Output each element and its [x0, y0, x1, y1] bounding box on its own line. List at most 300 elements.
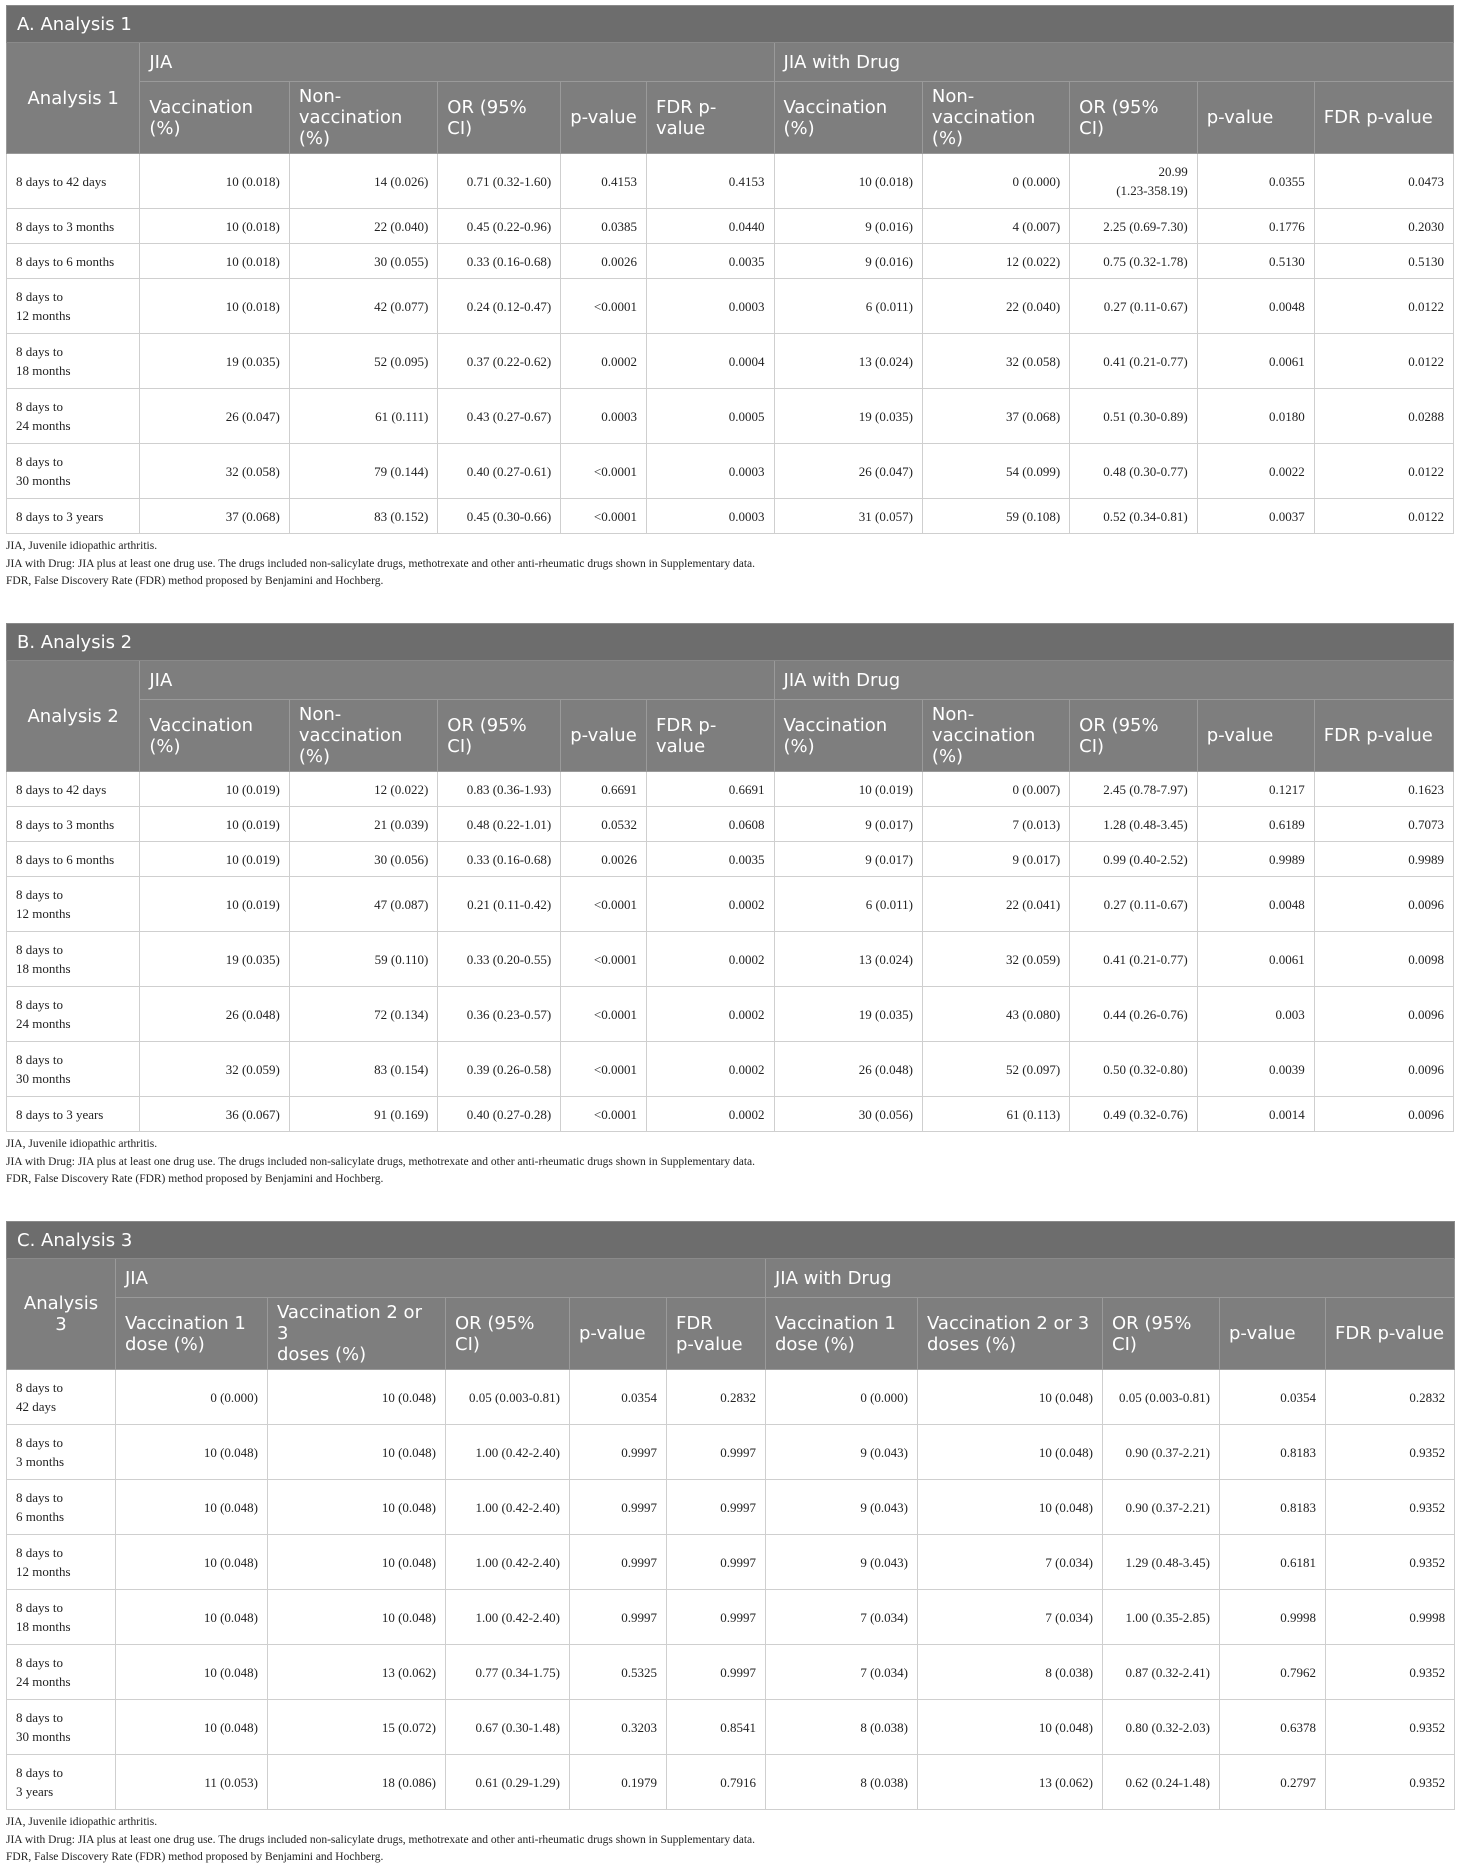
table-cell: 0.3203 — [570, 1700, 667, 1755]
table-cell: 0.0014 — [1197, 1097, 1314, 1132]
table-cell: 7 (0.034) — [918, 1590, 1103, 1645]
table-cell: 10 (0.019) — [774, 772, 922, 807]
table-row — [7, 244, 1454, 279]
table-cell: 0.0354 — [570, 1370, 667, 1425]
table-row — [7, 772, 1454, 807]
table-row — [7, 1590, 1455, 1645]
table-cell: 4 (0.007) — [922, 209, 1069, 244]
table-cell: 0.05 (0.003-0.81) — [446, 1370, 570, 1425]
table-cell: 13 (0.062) — [918, 1755, 1103, 1810]
column-header: OR (95% CI) — [1070, 700, 1198, 772]
table-cell: 0.36 (0.23-0.57) — [438, 987, 561, 1042]
table-row — [7, 389, 1454, 444]
table-cell: 0.0288 — [1314, 389, 1453, 444]
table-cell: 0.9352 — [1326, 1755, 1455, 1810]
column-header: OR (95% CI) — [1070, 82, 1198, 154]
table-cell: 14 (0.026) — [289, 154, 437, 209]
table-body — [7, 772, 1454, 1132]
table-cell: 0.62 (0.24-1.48) — [1103, 1755, 1220, 1810]
table-cell: 59 (0.110) — [289, 932, 437, 987]
table-row — [7, 1755, 1455, 1810]
table-cell: 0.7073 — [1314, 807, 1453, 842]
table-cell: 0.43 (0.27-0.67) — [438, 389, 561, 444]
table-row — [7, 444, 1454, 499]
table-cell: 0.0180 — [1197, 389, 1314, 444]
note-jia: JIA, Juvenile idiopathic arthritis. — [6, 1138, 158, 1150]
table-cell: 0.48 (0.30-0.77) — [1070, 444, 1198, 499]
table-row — [7, 807, 1454, 842]
column-header: Vaccination (%) — [774, 82, 922, 154]
table-cell: 19 (0.035) — [774, 987, 922, 1042]
table-cell: 0.0002 — [646, 1097, 774, 1132]
table-row — [7, 1370, 1455, 1425]
table-cell: 13 (0.024) — [774, 932, 922, 987]
row-label: 8 days to 18 months — [7, 334, 140, 389]
table-cell: 0.39 (0.26-0.58) — [438, 1042, 561, 1097]
table-cell: 13 (0.024) — [774, 334, 922, 389]
table-cell: 0.0096 — [1314, 1097, 1453, 1132]
row-label: 8 days to 3 months — [7, 209, 140, 244]
table-cell: 32 (0.058) — [140, 444, 290, 499]
column-header: FDR p-value — [1314, 700, 1453, 772]
table-cell: 8 (0.038) — [918, 1645, 1103, 1700]
table-cell: 32 (0.058) — [922, 334, 1069, 389]
table-cell: 10 (0.019) — [140, 877, 290, 932]
row-label: 8 days to 3 years — [7, 499, 140, 534]
table-cell: 0.003 — [1197, 987, 1314, 1042]
table-cell: <0.0001 — [561, 877, 647, 932]
table-cell: 0.6181 — [1220, 1535, 1326, 1590]
table-cell: 0.1217 — [1197, 772, 1314, 807]
table-cell: 1.29 (0.48-3.45) — [1103, 1535, 1220, 1590]
table-cell: 13 (0.062) — [268, 1645, 446, 1700]
table-cell: 10 (0.048) — [918, 1370, 1103, 1425]
table-cell: 0.71 (0.32-1.60) — [438, 154, 561, 209]
table-cell: 32 (0.059) — [922, 932, 1069, 987]
column-header: p-value — [1197, 700, 1314, 772]
column-header: OR (95% CI) — [446, 1298, 570, 1370]
table-cell: 0.0035 — [646, 244, 774, 279]
row-label: 8 days to 6 months — [7, 842, 140, 877]
table-notes — [6, 1136, 1454, 1189]
row-label: 8 days to 12 months — [7, 1535, 116, 1590]
row-label: 8 days to 3 years — [7, 1097, 140, 1132]
table-cell: 26 (0.047) — [140, 389, 290, 444]
table-cell: 22 (0.041) — [922, 877, 1069, 932]
table-cell: 0.9352 — [1326, 1645, 1455, 1700]
table-cell: 0.9352 — [1326, 1480, 1455, 1535]
table-cell: 9 (0.017) — [774, 807, 922, 842]
row-label: 8 days to 42 days — [7, 154, 140, 209]
column-header: p-value — [570, 1298, 667, 1370]
table-cell: 0.37 (0.22-0.62) — [438, 334, 561, 389]
table-cell: 0.0022 — [1197, 444, 1314, 499]
column-header: Vaccination (%) — [774, 700, 922, 772]
table-cell: 10 (0.018) — [774, 154, 922, 209]
table-cell: 0.90 (0.37-2.21) — [1103, 1425, 1220, 1480]
table-cell: 26 (0.048) — [140, 987, 290, 1042]
table-cell: 0.0002 — [646, 877, 774, 932]
column-headers — [7, 82, 1454, 154]
table-cell: 10 (0.018) — [140, 209, 290, 244]
table-cell: 10 (0.048) — [268, 1590, 446, 1645]
row-label: 8 days to 3 months — [7, 1425, 116, 1480]
table-cell: 0.05 (0.003-0.81) — [1103, 1370, 1220, 1425]
table-cell: 0.49 (0.32-0.76) — [1070, 1097, 1198, 1132]
table-cell: 10 (0.048) — [918, 1700, 1103, 1755]
table-cell: 10 (0.048) — [268, 1370, 446, 1425]
column-header: Vaccination (%) — [140, 82, 290, 154]
column-header: p-value — [1197, 82, 1314, 154]
table-cell: 0.9997 — [667, 1590, 766, 1645]
table-cell: 0.6691 — [646, 772, 774, 807]
table-cell: 0.2797 — [1220, 1755, 1326, 1810]
table-cell: 0.0122 — [1314, 444, 1453, 499]
table-cell: 52 (0.095) — [289, 334, 437, 389]
column-header: FDR p-value — [1314, 82, 1453, 154]
table-cell: 18 (0.086) — [268, 1755, 446, 1810]
table-cell: 91 (0.169) — [289, 1097, 437, 1132]
table-row — [7, 1645, 1455, 1700]
row-label: 8 days to 24 months — [7, 987, 140, 1042]
data-table — [6, 1221, 1455, 1810]
table-cell: <0.0001 — [561, 444, 647, 499]
row-label: 8 days to 42 days — [7, 772, 140, 807]
table-cell: 0.9352 — [1326, 1425, 1455, 1480]
group-header-jia: JIA — [140, 661, 774, 700]
table-cell: 79 (0.144) — [289, 444, 437, 499]
table-cell: 0.50 (0.32-0.80) — [1070, 1042, 1198, 1097]
row-header: Analysis 2 — [7, 661, 140, 772]
column-header: OR (95% CI) — [1103, 1298, 1220, 1370]
table-cell: 0.52 (0.34-0.81) — [1070, 499, 1198, 534]
table-cell: 42 (0.077) — [289, 279, 437, 334]
table-row — [7, 1480, 1455, 1535]
table-cell: 0.0473 — [1314, 154, 1453, 209]
table-cell: 0.1979 — [570, 1755, 667, 1810]
table-cell: 0.5325 — [570, 1645, 667, 1700]
column-header: OR (95% CI) — [438, 700, 561, 772]
table-cell: 0.0005 — [646, 389, 774, 444]
table-cell: 0.9997 — [667, 1480, 766, 1535]
table-cell: 0.6189 — [1197, 807, 1314, 842]
table-cell: 10 (0.019) — [140, 842, 290, 877]
column-header: Vaccination (%) — [140, 700, 290, 772]
column-header: Vaccination 1 dose (%) — [116, 1298, 268, 1370]
column-header: Vaccination 2 or 3 doses (%) — [268, 1298, 446, 1370]
table-analysis-2 — [6, 623, 1454, 1189]
table-cell: 0.0026 — [561, 842, 647, 877]
table-row — [7, 154, 1454, 209]
table-cell: 0.0440 — [646, 209, 774, 244]
table-row — [7, 1042, 1454, 1097]
table-cell: 10 (0.048) — [918, 1425, 1103, 1480]
table-cell: 12 (0.022) — [922, 244, 1069, 279]
row-label: 8 days to 6 months — [7, 1480, 116, 1535]
table-cell: 0.0122 — [1314, 334, 1453, 389]
table-cell: 9 (0.016) — [774, 244, 922, 279]
table-row — [7, 1535, 1455, 1590]
table-cell: 1.00 (0.42-2.40) — [446, 1425, 570, 1480]
table-cell: 0.33 (0.20-0.55) — [438, 932, 561, 987]
row-label: 8 days to 30 months — [7, 1700, 116, 1755]
column-header: OR (95% CI) — [438, 82, 561, 154]
table-cell: 0.41 (0.21-0.77) — [1070, 932, 1198, 987]
table-cell: 1.00 (0.42-2.40) — [446, 1535, 570, 1590]
column-header: Non- vaccination (%) — [922, 82, 1069, 154]
table-cell: 0.0532 — [561, 807, 647, 842]
table-cell: 15 (0.072) — [268, 1700, 446, 1755]
row-label: 8 days to 30 months — [7, 444, 140, 499]
table-cell: 9 (0.017) — [774, 842, 922, 877]
table-cell: 8 (0.038) — [766, 1700, 918, 1755]
row-label: 8 days to 18 months — [7, 932, 140, 987]
column-header: FDR p-value — [646, 700, 774, 772]
table-cell: 0.77 (0.34-1.75) — [446, 1645, 570, 1700]
column-header: Vaccination 1 dose (%) — [766, 1298, 918, 1370]
row-label: 8 days to 24 months — [7, 1645, 116, 1700]
table-cell: 83 (0.152) — [289, 499, 437, 534]
row-label: 8 days to 18 months — [7, 1590, 116, 1645]
table-cell: 30 (0.056) — [774, 1097, 922, 1132]
table-cell: 0.5130 — [1314, 244, 1453, 279]
table-cell: 0.0048 — [1197, 279, 1314, 334]
table-cell: 0.0048 — [1197, 877, 1314, 932]
note-jia-with-drug: JIA with Drug: JIA plus at least one drug use. The drugs included non-salicylate drugs, methotrexate and other anti-rheumatic drugs shown in Supplementary data. — [6, 1155, 756, 1168]
table-cell: <0.0001 — [561, 1097, 647, 1132]
table-cell: 2.45 (0.78-7.97) — [1070, 772, 1198, 807]
table-cell: 0 (0.007) — [922, 772, 1069, 807]
table-cell: 0.0096 — [1314, 987, 1453, 1042]
column-header: FDR p-value — [667, 1298, 766, 1370]
table-notes — [6, 538, 1454, 591]
table-cell: 0.0026 — [561, 244, 647, 279]
table-cell: 0.0002 — [561, 334, 647, 389]
table-cell: 10 (0.048) — [116, 1645, 268, 1700]
table-cell: 61 (0.111) — [289, 389, 437, 444]
table-cell: 19 (0.035) — [140, 932, 290, 987]
table-cell: 0.51 (0.30-0.89) — [1070, 389, 1198, 444]
table-cell: 0.9997 — [570, 1480, 667, 1535]
data-table — [6, 5, 1454, 534]
table-cell: 36 (0.067) — [140, 1097, 290, 1132]
table-cell: 0.0002 — [646, 932, 774, 987]
table-cell: 10 (0.018) — [140, 154, 290, 209]
row-header: Analysis 3 — [7, 1259, 116, 1370]
table-cell: 0.0354 — [1220, 1370, 1326, 1425]
table-cell: 0.9997 — [667, 1535, 766, 1590]
table-cell: 52 (0.097) — [922, 1042, 1069, 1097]
table-row — [7, 932, 1454, 987]
table-cell: 0.7916 — [667, 1755, 766, 1810]
table-cell: 9 (0.016) — [774, 209, 922, 244]
table-cell: 0.4153 — [561, 154, 647, 209]
table-cell: 19 (0.035) — [140, 334, 290, 389]
table-cell: 7 (0.013) — [922, 807, 1069, 842]
note-fdr: FDR, False Discovery Rate (FDR) method proposed by Benjamini and Hochberg. — [6, 1173, 384, 1185]
table-cell: 0.2030 — [1314, 209, 1453, 244]
table-cell: 0.80 (0.32-2.03) — [1103, 1700, 1220, 1755]
table-cell: 0.2832 — [667, 1370, 766, 1425]
table-cell: 0.0003 — [646, 499, 774, 534]
table-cell: 0.9352 — [1326, 1700, 1455, 1755]
table-cell: 10 (0.048) — [116, 1700, 268, 1755]
table-cell: 0.7962 — [1220, 1645, 1326, 1700]
table-cell: 10 (0.018) — [140, 279, 290, 334]
table-cell: 0.87 (0.32-2.41) — [1103, 1645, 1220, 1700]
column-headers — [7, 700, 1454, 772]
table-cell: 0.0096 — [1314, 877, 1453, 932]
table-row — [7, 987, 1454, 1042]
table-cell: 0 (0.000) — [922, 154, 1069, 209]
table-cell: 0.4153 — [646, 154, 774, 209]
table-cell: 10 (0.048) — [918, 1480, 1103, 1535]
table-cell: 0.0355 — [1197, 154, 1314, 209]
table-cell: 6 (0.011) — [774, 279, 922, 334]
column-header: Non- vaccination (%) — [289, 700, 437, 772]
table-cell: 0.90 (0.37-2.21) — [1103, 1480, 1220, 1535]
table-cell: <0.0001 — [561, 1042, 647, 1097]
table-cell: 0.33 (0.16-0.68) — [438, 842, 561, 877]
row-header: Analysis 1 — [7, 43, 140, 154]
table-cell: 10 (0.048) — [268, 1535, 446, 1590]
table-cell: 0.45 (0.22-0.96) — [438, 209, 561, 244]
row-label: 8 days to 30 months — [7, 1042, 140, 1097]
note-fdr: FDR, False Discovery Rate (FDR) method proposed by Benjamini and Hochberg. — [6, 1851, 384, 1863]
table-cell: 0.21 (0.11-0.42) — [438, 877, 561, 932]
table-cell: 10 (0.048) — [116, 1535, 268, 1590]
table-cell: 30 (0.055) — [289, 244, 437, 279]
table-body — [7, 1370, 1455, 1810]
group-header-jia-with-drug: JIA with Drug — [774, 661, 1453, 700]
table-analysis-3 — [6, 1221, 1454, 1867]
table-notes — [6, 1814, 1454, 1867]
table-cell: 0.41 (0.21-0.77) — [1070, 334, 1198, 389]
table-cell: 72 (0.134) — [289, 987, 437, 1042]
table-cell: 0.0003 — [646, 444, 774, 499]
column-header: Vaccination 2 or 3 doses (%) — [918, 1298, 1103, 1370]
data-table — [6, 623, 1454, 1132]
column-header: FDR p-value — [1326, 1298, 1455, 1370]
table-cell: 7 (0.034) — [918, 1535, 1103, 1590]
group-header-jia: JIA — [140, 43, 774, 82]
table-cell: 0.83 (0.36-1.93) — [438, 772, 561, 807]
table-cell: 0.67 (0.30-1.48) — [446, 1700, 570, 1755]
row-label: 8 days to 3 months — [7, 807, 140, 842]
table-cell: 10 (0.048) — [116, 1425, 268, 1480]
table-cell: 22 (0.040) — [922, 279, 1069, 334]
table-cell: 0.61 (0.29-1.29) — [446, 1755, 570, 1810]
table-cell: 0.0096 — [1314, 1042, 1453, 1097]
table-cell: 10 (0.048) — [268, 1480, 446, 1535]
table-row — [7, 334, 1454, 389]
table-cell: 0.0098 — [1314, 932, 1453, 987]
table-cell: 0.27 (0.11-0.67) — [1070, 877, 1198, 932]
table-cell: 1.00 (0.42-2.40) — [446, 1480, 570, 1535]
table-cell: 22 (0.040) — [289, 209, 437, 244]
table-row — [7, 842, 1454, 877]
table-cell: 47 (0.087) — [289, 877, 437, 932]
table-cell: 59 (0.108) — [922, 499, 1069, 534]
table-row — [7, 499, 1454, 534]
table-cell: 0.0037 — [1197, 499, 1314, 534]
column-header: FDR p-value — [646, 82, 774, 154]
table-cell: 0.40 (0.27-0.61) — [438, 444, 561, 499]
table-cell: 10 (0.048) — [268, 1425, 446, 1480]
table-cell: 0.6378 — [1220, 1700, 1326, 1755]
table-row — [7, 279, 1454, 334]
row-label: 8 days to 12 months — [7, 279, 140, 334]
table-cell: <0.0001 — [561, 987, 647, 1042]
row-label: 8 days to 3 years — [7, 1755, 116, 1810]
table-cell: <0.0001 — [561, 499, 647, 534]
column-header: p-value — [1220, 1298, 1326, 1370]
table-cell: 0.9989 — [1197, 842, 1314, 877]
table-cell: 0.0385 — [561, 209, 647, 244]
table-cell: 30 (0.056) — [289, 842, 437, 877]
table-cell: 9 (0.043) — [766, 1535, 918, 1590]
table-cell: 0.9997 — [570, 1425, 667, 1480]
table-cell: 10 (0.018) — [140, 244, 290, 279]
table-cell: 0.9997 — [667, 1425, 766, 1480]
table-cell: 37 (0.068) — [140, 499, 290, 534]
table-cell: 0.9997 — [667, 1645, 766, 1700]
table-row — [7, 1097, 1454, 1132]
table-cell: 61 (0.113) — [922, 1097, 1069, 1132]
table-cell: <0.0001 — [561, 932, 647, 987]
row-label: 8 days to 6 months — [7, 244, 140, 279]
table-cell: 0 (0.000) — [766, 1370, 918, 1425]
column-header: p-value — [561, 82, 647, 154]
table-cell: 0.9997 — [570, 1590, 667, 1645]
column-header: Non- vaccination (%) — [922, 700, 1069, 772]
table-cell: 0.0039 — [1197, 1042, 1314, 1097]
table-title: B. Analysis 2 — [7, 624, 1454, 661]
table-cell: 0.48 (0.22-1.01) — [438, 807, 561, 842]
table-cell: 0.27 (0.11-0.67) — [1070, 279, 1198, 334]
table-body — [7, 154, 1454, 534]
table-cell: <0.0001 — [561, 279, 647, 334]
table-cell: 0.75 (0.32-1.78) — [1070, 244, 1198, 279]
note-jia-with-drug: JIA with Drug: JIA plus at least one drug use. The drugs included non-salicylate drugs, methotrexate and other anti-rheumatic drugs shown in Supplementary data. — [6, 1833, 756, 1846]
table-cell: 37 (0.068) — [922, 389, 1069, 444]
column-headers — [7, 1298, 1455, 1370]
row-label: 8 days to 12 months — [7, 877, 140, 932]
table-cell: 32 (0.059) — [140, 1042, 290, 1097]
table-cell: 0.6691 — [561, 772, 647, 807]
table-cell: 0.5130 — [1197, 244, 1314, 279]
table-cell: 6 (0.011) — [774, 877, 922, 932]
table-cell: 10 (0.048) — [116, 1590, 268, 1645]
note-jia-with-drug: JIA with Drug: JIA plus at least one drug use. The drugs included non-salicylate drugs, methotrexate and other anti-rheumatic drugs shown in Supplementary data. — [6, 557, 756, 570]
table-cell: 0.0061 — [1197, 932, 1314, 987]
table-cell: 0.33 (0.16-0.68) — [438, 244, 561, 279]
table-cell: 0.9998 — [1220, 1590, 1326, 1645]
table-cell: 20.99 (1.23-358.19) — [1070, 154, 1198, 209]
table-cell: 7 (0.034) — [766, 1590, 918, 1645]
table-cell: 0.2832 — [1326, 1370, 1455, 1425]
column-header: Non- vaccination (%) — [289, 82, 437, 154]
table-cell: 31 (0.057) — [774, 499, 922, 534]
table-cell: 1.00 (0.42-2.40) — [446, 1590, 570, 1645]
table-cell: 19 (0.035) — [774, 389, 922, 444]
note-jia: JIA, Juvenile idiopathic arthritis. — [6, 1816, 158, 1828]
table-cell: 83 (0.154) — [289, 1042, 437, 1097]
table-row — [7, 1425, 1455, 1480]
group-header-jia: JIA — [116, 1259, 766, 1298]
table-cell: 0.24 (0.12-0.47) — [438, 279, 561, 334]
table-cell: 7 (0.034) — [766, 1645, 918, 1700]
